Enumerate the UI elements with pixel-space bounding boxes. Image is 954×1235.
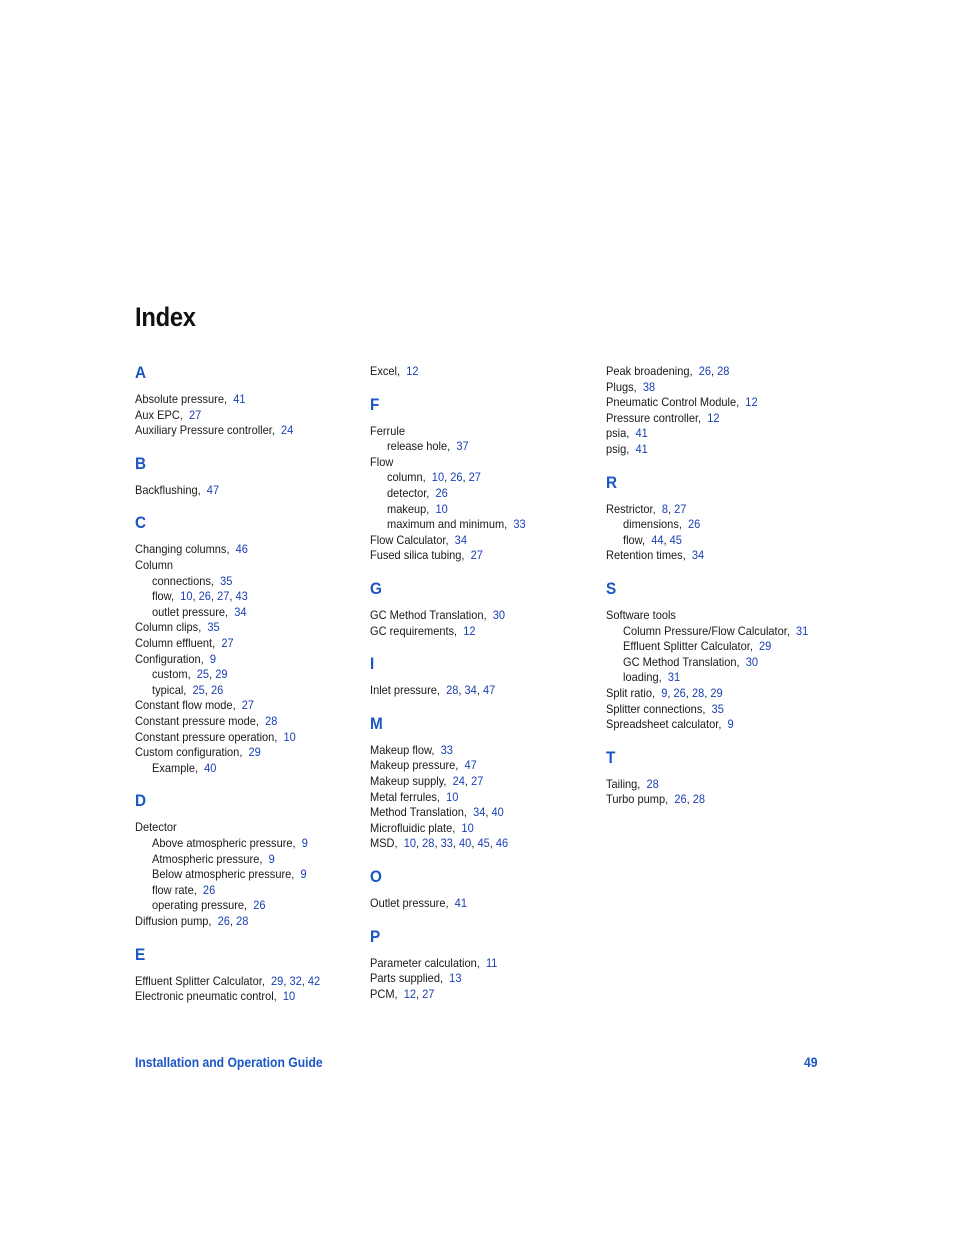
page-link[interactable]: 26	[434, 486, 448, 500]
page-link[interactable]: 37	[455, 439, 469, 454]
page-link[interactable]: 29	[248, 745, 261, 760]
index-term: makeup,	[386, 501, 429, 516]
page-link[interactable]: 24	[281, 423, 294, 438]
index-letter-f: F	[370, 394, 380, 414]
page-link[interactable]: 31	[795, 623, 808, 638]
page-link[interactable]: 10	[179, 589, 193, 604]
index-term: Parameter calculation,	[370, 955, 480, 970]
page-link[interactable]: 30	[745, 654, 758, 669]
index-term: GC Method Translation,	[370, 608, 487, 622]
index-letter-p: P	[370, 926, 381, 946]
footer-page-number: 49	[804, 1055, 818, 1070]
index-letter-b: B	[135, 453, 147, 473]
page-link[interactable]: 27	[221, 636, 234, 650]
index-entry	[606, 608, 676, 622]
index-entry	[606, 777, 659, 791]
index-term: Plugs,	[606, 379, 637, 394]
index-term: Turbo pump,	[606, 792, 669, 807]
index-term: Changing columns,	[135, 542, 230, 557]
page-link[interactable]: 10	[282, 989, 296, 1004]
index-entry	[370, 743, 453, 757]
index-term: dimensions,	[622, 517, 682, 532]
page-link[interactable]: 26	[449, 470, 463, 485]
index-term: Method Translation,	[370, 805, 467, 820]
index-subentry: column, 10, 26, 27	[386, 470, 481, 485]
index-entry: Inlet pressure, 28, 34, 47	[370, 683, 496, 698]
page-link[interactable]: 9	[209, 651, 217, 666]
page-link[interactable]: 28	[265, 714, 278, 728]
page-link[interactable]: 46	[235, 542, 248, 557]
page-link[interactable]: 28	[691, 686, 705, 700]
page-link[interactable]: 27	[189, 407, 202, 422]
page-link[interactable]: 10	[446, 789, 459, 804]
index-subentry	[387, 502, 448, 516]
page-link[interactable]: 12	[707, 410, 720, 425]
page-link[interactable]: 33	[440, 836, 453, 851]
index-term: Diffusion pump,	[135, 914, 212, 928]
index-entry	[606, 411, 720, 425]
index-letter-i: I	[370, 654, 375, 674]
page-link[interactable]: 10	[461, 820, 474, 835]
page-link[interactable]: 32	[289, 973, 302, 988]
page-link[interactable]: 47	[482, 683, 496, 698]
page-link[interactable]: 47	[206, 482, 220, 497]
index-entry	[135, 636, 234, 650]
index-entry	[606, 395, 758, 409]
page-link[interactable]: 33	[512, 517, 526, 532]
page-link[interactable]: 9	[299, 867, 307, 882]
page-link[interactable]: 45	[477, 836, 490, 851]
index-entry	[370, 364, 419, 378]
page-link[interactable]: 26	[210, 682, 223, 697]
page-title: Index	[135, 302, 196, 332]
page-link[interactable]: 41	[635, 426, 648, 441]
index-entry	[135, 558, 173, 572]
page-link[interactable]: 43	[235, 589, 248, 604]
page-link[interactable]: 46	[495, 836, 509, 851]
index-entry: Peak broadening, 26, 28	[606, 364, 730, 378]
index-term: Metal ferrules,	[370, 789, 440, 804]
index-entry	[370, 821, 474, 835]
index-subentry	[152, 852, 275, 866]
index-entry	[370, 790, 458, 804]
page-link[interactable]: 9	[268, 851, 275, 866]
index-term: MSD,	[370, 836, 398, 851]
page-link[interactable]: 42	[307, 973, 321, 988]
page-link[interactable]: 40	[491, 805, 504, 820]
index-subentry: typical, 25, 26	[151, 682, 223, 697]
index-entry: Makeup supply, 24, 27	[370, 774, 484, 788]
index-subentry: custom, 25, 29	[151, 667, 228, 682]
index-term: detector,	[386, 486, 429, 500]
index-term: Splitter connections,	[606, 701, 706, 716]
page-link[interactable]: 10	[434, 501, 448, 516]
index-term: Column	[135, 558, 174, 572]
index-term: Column clips,	[135, 620, 202, 635]
page-link[interactable]: 34	[691, 548, 705, 563]
index-subentry	[623, 655, 758, 669]
index-entry: PCM, 12, 27	[370, 986, 435, 1001]
index-term: psia,	[606, 426, 630, 441]
index-term: Constant pressure mode,	[135, 714, 259, 728]
index-entry: MSD, 10, 28, 33, 40, 45, 46	[370, 836, 509, 851]
page-link[interactable]: 35	[219, 573, 232, 588]
page-link[interactable]: 27	[216, 589, 229, 604]
page-link[interactable]: 27	[241, 698, 255, 713]
index-term: Above atmospheric pressure,	[151, 836, 296, 850]
page-link[interactable]: 41	[454, 896, 467, 910]
page-link[interactable]: 30	[492, 608, 506, 622]
index-term: release hole,	[386, 439, 450, 454]
index-term: Constant flow mode,	[135, 698, 236, 713]
index-subentry	[623, 670, 680, 684]
index-subentry	[152, 867, 307, 881]
page-link[interactable]: 31	[667, 670, 680, 685]
index-subentry	[623, 639, 771, 653]
index-term: Peak broadening,	[606, 364, 693, 378]
page-link[interactable]: 12	[406, 364, 419, 378]
page-link[interactable]: 40	[459, 836, 472, 851]
index-entry	[135, 408, 201, 422]
index-entry	[370, 896, 467, 910]
index-term: Flow Calculator,	[370, 532, 449, 547]
page-link[interactable]: 35	[711, 701, 724, 716]
index-term: maximum and minimum,	[386, 517, 507, 532]
index-subentry	[152, 836, 308, 850]
index-term: Microfluidic plate,	[370, 820, 456, 835]
index-term: connections,	[151, 573, 214, 588]
index-entry	[606, 548, 704, 562]
index-term: Configuration,	[135, 651, 204, 666]
index-letter-a: A	[135, 363, 147, 382]
index-letter-s: S	[606, 579, 617, 598]
index-letter-r: R	[606, 472, 618, 492]
index-term: Effluent Splitter Calculator,	[622, 639, 753, 654]
page-link[interactable]: 28	[692, 792, 706, 807]
index-entry	[370, 424, 405, 438]
index-subentry	[152, 761, 216, 775]
index-letter-d: D	[135, 791, 147, 811]
index-entry: Turbo pump, 26, 28	[606, 792, 706, 807]
index-term: Effluent Splitter Calculator,	[135, 973, 265, 988]
index-entry	[606, 702, 724, 716]
index-entry	[135, 392, 245, 406]
page-link[interactable]: 27	[471, 774, 484, 788]
page-link[interactable]: 27	[468, 470, 481, 485]
page-link[interactable]: 25	[196, 667, 209, 682]
index-term: Makeup pressure,	[370, 758, 459, 773]
index-term: Spreadsheet calculator,	[606, 717, 722, 732]
page-link[interactable]: 26	[252, 898, 266, 913]
page-link[interactable]: 44	[650, 532, 664, 547]
index-term: Atmospheric pressure,	[151, 851, 262, 866]
index-term: Ferrule	[370, 423, 405, 438]
index-letter-t: T	[606, 747, 616, 767]
page-link[interactable]: 27	[470, 548, 483, 563]
index-letter-m: M	[370, 713, 383, 733]
page-link[interactable]: 38	[642, 379, 656, 394]
index-entry: Method Translation, 34, 40	[370, 805, 504, 820]
page-link[interactable]: 10	[283, 729, 296, 744]
page-link[interactable]: 25	[192, 682, 205, 697]
page-link[interactable]: 47	[464, 758, 477, 773]
index-letter-o: O	[370, 867, 382, 886]
index-term: Tailing,	[606, 776, 641, 791]
index-term: flow,	[622, 532, 645, 547]
index-subentry	[623, 517, 700, 531]
page-link[interactable]: 26	[673, 686, 686, 700]
index-term: Outlet pressure,	[370, 896, 449, 910]
index-subentry	[152, 605, 247, 619]
page-link[interactable]: 28	[646, 776, 659, 791]
page-link[interactable]: 45	[669, 532, 682, 547]
index-subentry	[387, 517, 526, 531]
index-term: Flow	[370, 454, 394, 469]
index-entry	[606, 380, 655, 394]
index-term: operating pressure,	[151, 898, 247, 913]
index-entry: Effluent Splitter Calculator, 29, 32, 42	[135, 973, 321, 988]
index-term: Retention times,	[606, 548, 686, 563]
index-term: Aux EPC,	[135, 407, 183, 422]
index-term: Restrictor,	[606, 501, 656, 516]
index-term: Fused silica tubing,	[370, 548, 465, 563]
index-term: PCM,	[370, 986, 398, 1001]
page-link[interactable]: 26	[674, 792, 687, 807]
index-subentry	[623, 624, 808, 638]
page-link[interactable]: 28	[717, 364, 730, 378]
index-subentry	[152, 898, 266, 912]
index-term: flow,	[151, 589, 174, 604]
page-link[interactable]: 26	[687, 517, 700, 532]
index-entry	[135, 620, 220, 634]
index-term: Example,	[151, 760, 198, 775]
index-entry: Restrictor, 8, 27	[606, 501, 687, 516]
index-term: psig,	[606, 442, 630, 456]
page-link[interactable]: 27	[422, 986, 435, 1001]
page-link[interactable]: 12	[745, 395, 758, 410]
index-entry	[370, 608, 505, 622]
index-entry	[606, 426, 648, 440]
index-term: Backflushing,	[135, 482, 201, 497]
index-entry	[370, 624, 476, 638]
index-term: Auxiliary Pressure controller,	[135, 423, 275, 438]
index-entry	[370, 971, 461, 985]
page-link[interactable]: 34	[454, 532, 467, 547]
page-link[interactable]: 8	[661, 501, 668, 516]
page-link[interactable]: 33	[440, 742, 453, 757]
index-term: custom,	[151, 667, 191, 682]
index-term: Column Pressure/Flow Calculator,	[622, 623, 790, 638]
page-link[interactable]: 12	[403, 986, 417, 1001]
index-term: Below atmospheric pressure,	[151, 867, 294, 882]
index-term: outlet pressure,	[151, 604, 228, 619]
index-entry	[606, 442, 648, 456]
index-term: Excel,	[370, 364, 401, 378]
page-link[interactable]: 26	[198, 589, 211, 604]
index-subentry	[387, 486, 448, 500]
index-term: Software tools	[606, 608, 676, 622]
index-entry: Split ratio, 9, 26, 28, 29	[606, 686, 723, 700]
index-term: Absolute pressure,	[135, 392, 228, 406]
index-entry	[135, 989, 295, 1003]
index-term: Column effluent,	[135, 636, 216, 650]
index-term: GC Method Translation,	[622, 654, 740, 669]
page-link[interactable]: 28	[446, 683, 459, 698]
index-term: Detector	[135, 820, 177, 835]
page-link[interactable]: 29	[214, 667, 228, 682]
index-subentry	[152, 883, 215, 897]
page-link[interactable]: 29	[758, 639, 771, 654]
page-link[interactable]: 28	[422, 836, 435, 851]
page-link[interactable]: 35	[207, 620, 220, 635]
index-entry	[135, 745, 261, 759]
index-entry	[135, 423, 293, 437]
page-link[interactable]: 9	[727, 717, 734, 732]
page-link[interactable]: 26	[698, 364, 711, 378]
index-entry	[370, 956, 497, 970]
index-entry	[606, 717, 734, 731]
page-link[interactable]: 41	[635, 442, 648, 456]
index-term: Makeup flow,	[370, 742, 435, 757]
index-letter-c: C	[135, 513, 147, 533]
index-term: Inlet pressure,	[370, 683, 440, 698]
page-link[interactable]: 29	[710, 686, 723, 700]
index-entry	[135, 714, 277, 728]
index-subentry	[387, 439, 469, 453]
index-subentry: flow, 44, 45	[622, 532, 682, 547]
page-link[interactable]: 10	[403, 836, 417, 851]
page-link[interactable]: 41	[233, 392, 246, 406]
index-term: Pressure controller,	[606, 410, 702, 425]
index-term: flow rate,	[151, 882, 197, 897]
index-term: Electronic pneumatic control,	[135, 989, 277, 1004]
index-entry: Diffusion pump, 26, 28	[135, 914, 249, 928]
index-entry	[135, 542, 248, 556]
page-link[interactable]: 13	[449, 971, 462, 986]
index-term: Custom configuration,	[135, 745, 243, 760]
index-entry	[370, 455, 393, 469]
page-link[interactable]: 34	[464, 683, 477, 698]
index-letter-e: E	[135, 944, 146, 964]
footer-guide-title: Installation and Operation Guide	[135, 1055, 323, 1070]
index-term: column,	[386, 470, 426, 485]
index-term: Pneumatic Control Module,	[606, 395, 740, 410]
page-link[interactable]: 34	[473, 805, 486, 820]
index-term: Constant pressure operation,	[135, 729, 278, 744]
page-link[interactable]: 12	[463, 623, 476, 638]
index-entry	[135, 820, 177, 834]
page-link[interactable]: 24	[452, 774, 465, 788]
page-link[interactable]: 26	[202, 882, 215, 897]
page-link[interactable]: 10	[431, 470, 444, 485]
page-link[interactable]: 27	[674, 501, 687, 516]
index-term: Split ratio,	[606, 686, 656, 700]
index-term: GC requirements,	[370, 623, 458, 638]
page-link[interactable]: 26	[217, 914, 230, 928]
index-entry	[370, 758, 477, 772]
page-link[interactable]: 40	[203, 760, 216, 775]
index-subentry	[152, 574, 232, 588]
index-entry	[135, 652, 216, 666]
page-link[interactable]: 9	[301, 836, 308, 850]
index-term: loading,	[622, 670, 662, 685]
index-term: typical,	[151, 682, 186, 697]
index-term: Parts supplied,	[370, 971, 444, 986]
page-link[interactable]: 34	[233, 604, 247, 619]
index-entry	[135, 730, 296, 744]
index-letter-g: G	[370, 579, 382, 598]
page-link[interactable]: 29	[271, 973, 284, 988]
index-entry	[135, 698, 254, 712]
index-entry	[370, 533, 467, 547]
page-link[interactable]: 9	[661, 686, 668, 700]
index-term: Makeup supply,	[370, 774, 447, 788]
page-link[interactable]: 11	[485, 955, 498, 970]
index-subentry: flow, 10, 26, 27, 43	[151, 589, 248, 604]
index-entry	[135, 483, 219, 497]
page-link[interactable]: 28	[236, 914, 249, 928]
index-entry	[370, 548, 483, 562]
